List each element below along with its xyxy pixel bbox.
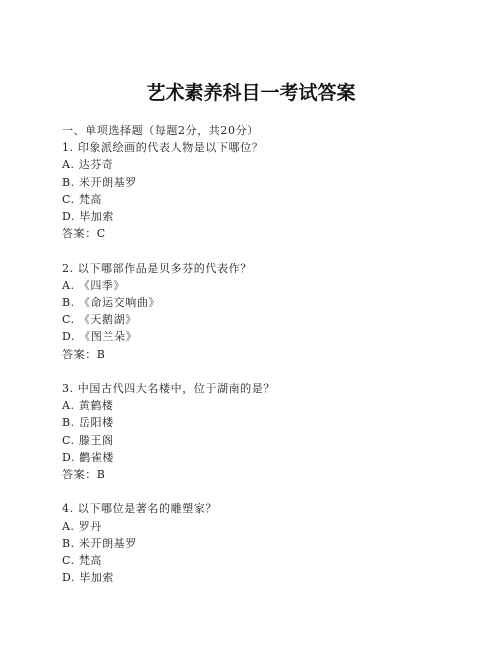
question-block-3	[62, 380, 482, 483]
option-c: C. 《天鹅湖》	[62, 313, 137, 327]
document-body	[62, 122, 482, 586]
option-b: B. 米开朗基罗	[62, 536, 137, 550]
option-c: C. 梵高	[62, 554, 103, 568]
blank-line	[62, 242, 482, 259]
question-text: 4. 以下哪位是著名的雕塑家？	[62, 502, 217, 516]
option-a: A. 罗丹	[62, 519, 102, 533]
option-b: B. 米开朗基罗	[62, 175, 137, 189]
section-heading: 一、单项选择题（每题2分，共20分）	[62, 124, 259, 137]
blank-line	[62, 483, 482, 500]
answer-text: 答案：B	[62, 468, 106, 482]
option-b: B. 岳阳楼	[62, 416, 114, 430]
option-a: A. 达芬奇	[62, 158, 114, 172]
option-c: C. 滕王阁	[62, 433, 114, 447]
option-d: D. 《图兰朵》	[62, 330, 138, 344]
option-b: B. 《命运交响曲》	[62, 296, 161, 310]
question-text: 3. 中国古代四大名楼中，位于湖南的是？	[62, 382, 275, 396]
answer-text: 答案：C	[62, 227, 106, 241]
question-block-4	[62, 500, 482, 586]
option-a: A. 黄鹤楼	[62, 399, 114, 413]
question-text: 1. 印象派绘画的代表人物是以下哪位？	[62, 141, 264, 155]
answer-text: 答案：B	[62, 347, 106, 361]
option-c: C. 梵高	[62, 192, 103, 206]
document-title: 艺术素养科目一考试答案	[146, 82, 356, 104]
question-text: 2. 以下哪部作品是贝多芬的代表作？	[62, 261, 252, 275]
blank-line	[62, 363, 482, 380]
question-block-2	[62, 260, 482, 363]
option-d: D. 鹳雀楼	[62, 450, 115, 464]
option-d: D. 毕加索	[62, 210, 115, 224]
option-d: D. 毕加索	[62, 571, 115, 585]
question-block-1	[62, 139, 482, 242]
option-a: A. 《四季》	[62, 278, 126, 292]
